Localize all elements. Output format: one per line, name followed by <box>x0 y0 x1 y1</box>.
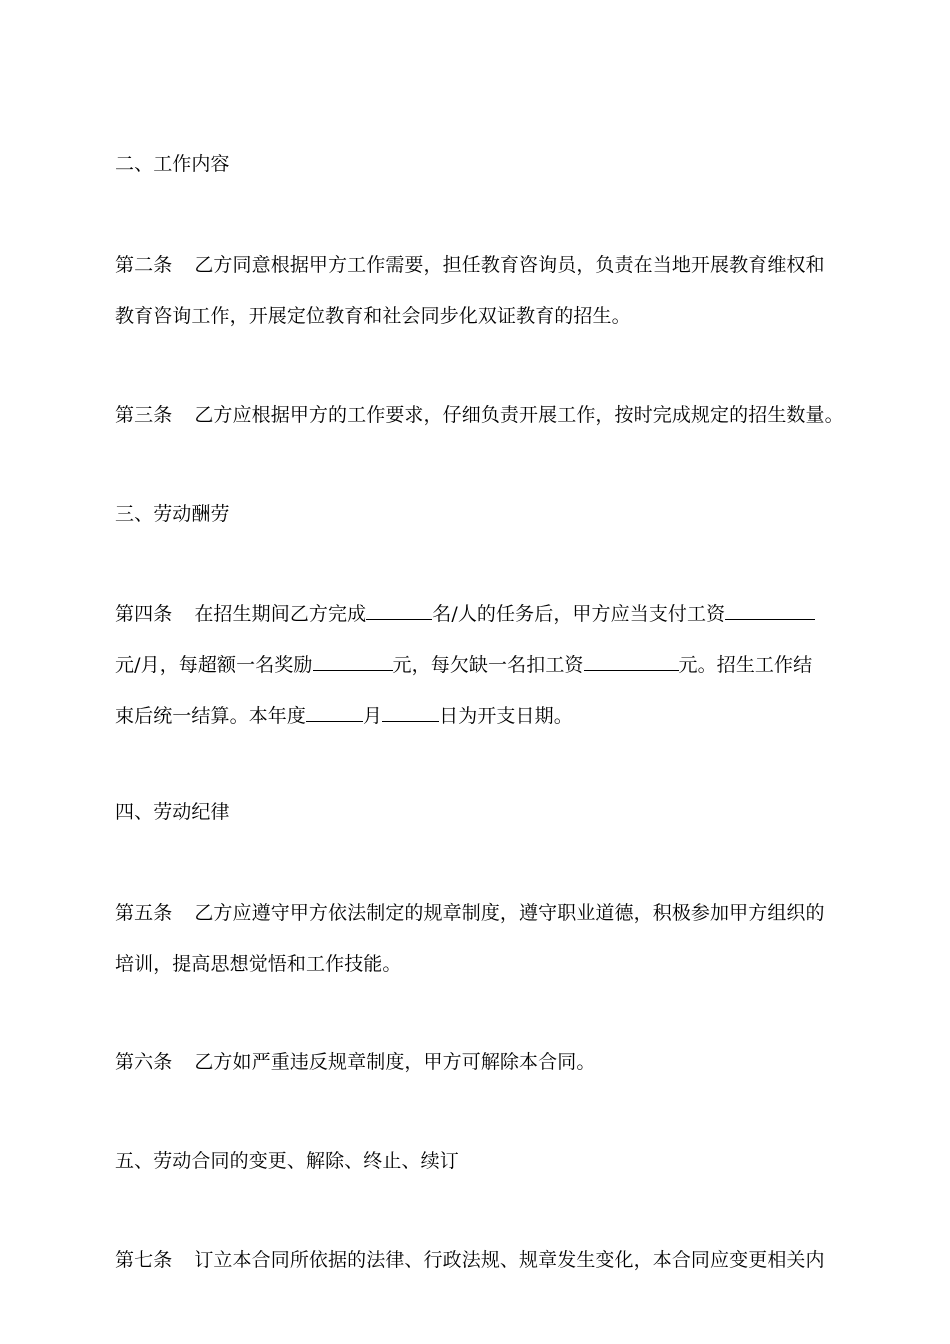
section-heading-work-content: 二、工作内容 <box>115 153 230 175</box>
article-4-line-1 <box>115 601 815 626</box>
article-4-text-2c: 元。招生工作结 <box>678 654 813 676</box>
article-4-line-2 <box>115 652 812 677</box>
article-7-text-1: 订立本合同所依据的法律、行政法规、规章发生变化，本合同应变更相关内 <box>194 1249 825 1271</box>
article-6-label: 第六条 <box>115 1051 173 1073</box>
article-2-label: 第二条 <box>115 254 173 276</box>
article-6-line-1 <box>115 1050 595 1074</box>
article-3-line-1 <box>115 403 844 427</box>
article-5-label: 第五条 <box>115 902 173 924</box>
article-2-line-1 <box>115 253 825 277</box>
blank-month-field[interactable] <box>306 703 363 722</box>
article-7-label: 第七条 <box>115 1249 173 1271</box>
article-4-text-2a: 元/月，每超额一名奖励 <box>115 654 313 676</box>
section-heading-discipline: 四、劳动纪律 <box>115 801 230 823</box>
article-4-line-3 <box>115 703 573 728</box>
section-heading-contract-changes: 五、劳动合同的变更、解除、终止、续订 <box>115 1150 459 1172</box>
article-4-text-1a: 在招生期间乙方完成 <box>194 603 367 625</box>
article-4-text-3b: 月 <box>363 705 383 727</box>
blank-day-field[interactable] <box>382 703 439 722</box>
article-5-text-1: 乙方应遵守甲方依法制定的规章制度，遵守职业道德，积极参加甲方组织的 <box>194 902 825 924</box>
blank-bonus-field[interactable] <box>313 652 393 671</box>
article-2-line-2: 教育咨询工作，开展定位教育和社会同步化双证教育的招生。 <box>115 305 631 327</box>
blank-quota-field[interactable] <box>366 601 432 620</box>
article-4-text-3c: 日为开支日期。 <box>439 705 573 727</box>
article-4-text-2b: 元，每欠缺一名扣工资 <box>392 654 584 676</box>
article-5-line-1 <box>115 901 825 925</box>
article-3-label: 第三条 <box>115 404 173 426</box>
article-6-text-1: 乙方如严重违反规章制度，甲方可解除本合同。 <box>194 1051 596 1073</box>
article-3-text-1: 乙方应根据甲方的工作要求，仔细负责开展工作，按时完成规定的招生数量。 <box>194 404 844 426</box>
article-2-text-1: 乙方同意根据甲方工作需要，担任教育咨询员，负责在当地开展教育维权和 <box>194 254 825 276</box>
blank-deduction-field[interactable] <box>584 652 679 671</box>
article-4-label: 第四条 <box>115 603 173 625</box>
blank-salary-field[interactable] <box>725 601 815 620</box>
article-5-line-2: 培训，提高思想觉悟和工作技能。 <box>115 953 402 975</box>
article-4-text-3a: 束后统一结算。本年度 <box>115 705 307 727</box>
article-4-text-1b: 名/人的任务后，甲方应当支付工资 <box>432 603 726 625</box>
section-heading-remuneration: 三、劳动酬劳 <box>115 503 230 525</box>
article-7-line-1 <box>115 1248 825 1272</box>
